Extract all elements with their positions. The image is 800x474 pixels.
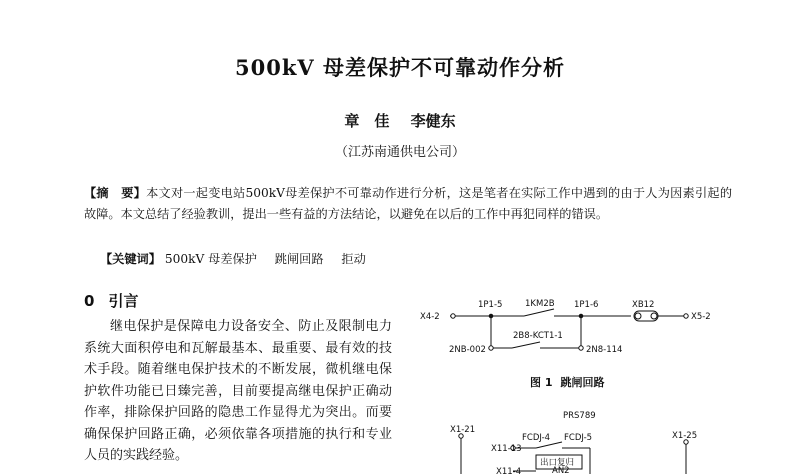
- author-name: 章 佳: [344, 112, 390, 130]
- terminal-node: [684, 314, 688, 318]
- label-fcdj-5: FCDJ-5: [564, 433, 593, 443]
- terminal-node: [489, 346, 493, 350]
- figure-caption-text: 跳闸回路: [560, 376, 605, 389]
- contact-switch: [524, 309, 554, 316]
- abstract-label: 【摘 要】: [84, 186, 147, 200]
- author-name: 李健东: [410, 112, 456, 130]
- label-x11-4: X11-4: [496, 467, 522, 474]
- keyword: 跳闸回路: [274, 252, 324, 266]
- keywords-label: 【关键词】: [100, 252, 161, 266]
- label-prs789: PRS789: [563, 411, 596, 421]
- label-x5-2: X5-2: [691, 312, 711, 322]
- label-2b8-kct1-1: 2B8-KCT1-1: [513, 331, 563, 341]
- keyword: 拒动: [341, 252, 366, 266]
- section-number: 0: [84, 292, 95, 310]
- keyword: 500kV 母差保护: [164, 252, 257, 266]
- plate-contact: [635, 313, 641, 319]
- terminal-node: [451, 314, 455, 318]
- section-title: 引言: [108, 292, 139, 310]
- label-1p1-6: 1P1-6: [574, 300, 599, 310]
- paper-title: 500kV 母差保护不可靠动作分析: [235, 55, 565, 80]
- contact-switch: [512, 342, 540, 348]
- plate-xb12: [634, 311, 658, 321]
- label-1km2b: 1KM2B: [525, 299, 555, 309]
- label-1p1-5: 1P1-5: [478, 300, 503, 310]
- label-x1-21: X1-21: [450, 425, 476, 435]
- label-x11-13: X11-13: [491, 444, 522, 454]
- label-2n8-114: 2N8-114: [586, 345, 623, 355]
- figure-caption: [530, 374, 604, 390]
- label-xb12: XB12: [632, 300, 655, 310]
- label-x1-25: X1-25: [672, 431, 698, 441]
- affiliation: （江苏南通供电公司）: [334, 145, 465, 160]
- figure-number: 图 1: [530, 376, 553, 389]
- label-an2: AN2: [552, 466, 570, 474]
- terminal-node: [579, 346, 583, 350]
- label-x4-2: X4-2: [420, 312, 440, 322]
- abstract-text: 本文对一起变电站500kV母差保护不可靠动作进行分析，这是笔者在实际工作中遇到的由于人为因素引起的故障。本文总结了经验教训，提出一些有益的方法结论，以避免在以后的工作中再犯同样的错误。: [84, 186, 733, 221]
- plate-contact: [651, 313, 657, 319]
- label-2nb-002: 2NB-002: [449, 345, 486, 355]
- label-fcdj-4: FCDJ-4: [522, 433, 551, 443]
- label-reset: 出口复归: [540, 458, 575, 468]
- intro-paragraph: 继电保护是保障电力设备安全、防止及限制电力系统大面积停电和瓦解最基本、最重要、最有效的技术手段。随着继电保护技术的不断发展，微机继电保护软件功能已日臻完善，目前要提高继电保护正确动作率，排除保护回路的隐患工作显得尤为突出。而要确保保护回路正确，必须依靠各项措施的执行和专业人员的实践经验。: [84, 319, 392, 463]
